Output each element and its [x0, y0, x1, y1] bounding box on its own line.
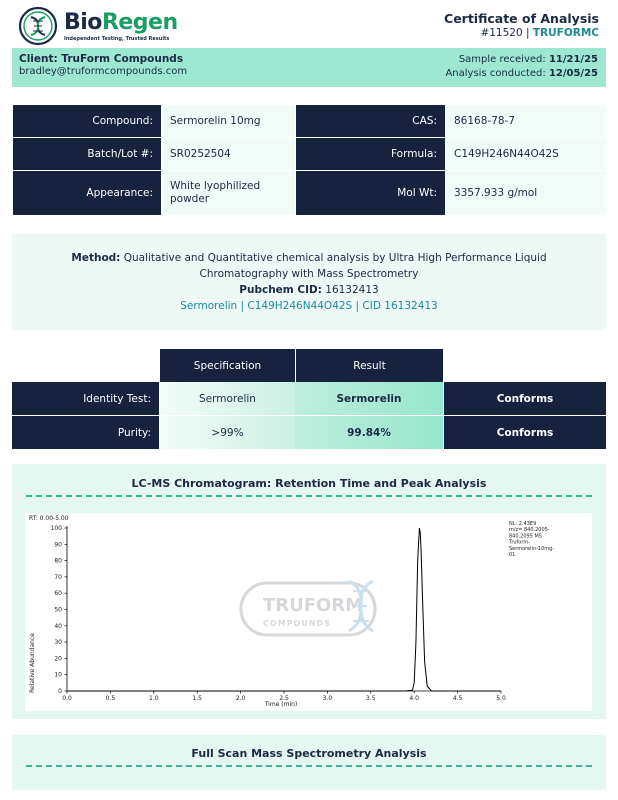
certificate-title: Certificate of Analysis — [444, 11, 599, 26]
y-tick-label: 10 — [54, 671, 62, 679]
y-axis-label: Relative Abundance — [29, 633, 36, 693]
cas-value: 86168-78-7 — [446, 105, 606, 138]
chromatogram-svg — [25, 513, 592, 711]
certificate-id: #11520 | TRUFORMC — [480, 27, 599, 39]
compound-label: Compound: — [13, 105, 162, 138]
watermark-top: TRUFORM — [262, 595, 364, 616]
peak-annotation — [508, 521, 554, 558]
x-tick-label: 3.5 — [366, 695, 376, 702]
y-tick-label: 90 — [54, 541, 62, 549]
pubchem-link[interactable]: Sermorelin | C149H246N44O42S | CID 16132413 — [180, 300, 438, 312]
full-scan-panel — [12, 735, 606, 790]
batch-value: SR0252504 — [162, 138, 296, 171]
method-box — [12, 234, 606, 330]
x-tick-label: 2.0 — [235, 695, 246, 702]
table-row — [12, 382, 606, 415]
x-tick-label: 4.0 — [409, 695, 419, 702]
identity-specification: Sermorelin — [160, 382, 295, 415]
analysis-conducted: Analysis conducted: 12/05/25 — [445, 68, 598, 79]
client-email: bradley@truformcompounds.com — [19, 66, 188, 77]
annotation-line: Truform- — [509, 539, 531, 546]
x-tick-label: 0.0 — [62, 695, 72, 702]
chromatogram-chart — [25, 513, 592, 711]
watermark-bottom: COMPOUNDS — [263, 619, 331, 628]
appearance-label: Appearance: — [13, 171, 162, 216]
identity-test-label: Identity Test: — [12, 382, 160, 415]
client-bar — [12, 48, 606, 87]
y-tick-label: 0 — [58, 688, 62, 695]
sample-received: Sample received: 11/21/25 — [458, 54, 598, 65]
annotation-line: 840.2095 MS — [509, 533, 542, 540]
x-tick-label: 3.0 — [322, 695, 333, 702]
method-text-line2: Chromatography with Mass Spectrometry — [199, 268, 419, 280]
y-tick-label: 40 — [54, 622, 62, 630]
biorregen-logo-icon — [18, 6, 58, 46]
formula-label: Formula: — [296, 138, 446, 171]
rt-label: RT: 0.00-5.00 — [29, 515, 69, 522]
purity-status: Conforms — [443, 416, 606, 449]
chromatogram-title: LC-MS Chromatogram: Retention Time and Peak Analysis — [131, 477, 487, 490]
divider — [26, 495, 592, 497]
x-tick-label: 0.5 — [105, 695, 116, 702]
y-tick-label: 80 — [54, 557, 62, 565]
result-header: Result — [295, 349, 443, 382]
batch-label: Batch/Lot #: — [13, 138, 162, 171]
divider — [26, 765, 592, 767]
x-tick-label: 1.5 — [192, 695, 202, 702]
brand-name: BioRegen — [64, 9, 178, 35]
appearance-value: White lyophilized powder — [162, 171, 296, 216]
purity-label: Purity: — [12, 416, 160, 449]
identity-status: Conforms — [443, 382, 606, 415]
table-row — [13, 105, 606, 138]
client-name: Client: TruForm Compounds — [19, 53, 184, 65]
molwt-label: Mol Wt: — [296, 171, 446, 216]
cas-label: CAS: — [296, 105, 446, 138]
y-tick-label: 30 — [54, 639, 62, 647]
annotation-line: NL: 2.43E9 — [509, 521, 537, 527]
formula-value: C149H246N44O42S — [446, 138, 606, 171]
full-scan-title: Full Scan Mass Spectrometry Analysis — [191, 747, 427, 760]
y-tick-label: 50 — [54, 606, 62, 614]
x-tick-label: 2.5 — [279, 695, 289, 702]
brand-tagline: Independent Testing, Trusted Results — [64, 35, 170, 42]
annotation-line: 01 — [509, 552, 516, 558]
identity-result: Sermorelin — [295, 382, 443, 415]
header — [0, 0, 618, 48]
method-text: Method: Qualitative and Quantitative chemical analysis by Ultra High Performance Liquid — [71, 252, 547, 264]
purity-result: 99.84% — [295, 416, 443, 449]
specification-header: Specification — [160, 349, 295, 382]
compound-value: Sermorelin 10mg — [162, 105, 296, 138]
sample-dates — [445, 53, 598, 81]
x-tick-label: 4.5 — [452, 695, 463, 702]
table-row — [13, 171, 606, 216]
table-row — [12, 416, 606, 449]
y-tick-label: 60 — [54, 590, 62, 598]
table-row — [13, 138, 606, 171]
truform-watermark — [241, 581, 375, 635]
chromatogram-panel — [12, 464, 606, 719]
pubchem-cid: Pubchem CID: 16132413 — [239, 284, 379, 296]
y-tick-label: 100 — [50, 525, 62, 532]
annotation-line: m/z= 840.2005- — [509, 527, 550, 534]
compound-info-table — [12, 104, 606, 216]
y-tick-label: 20 — [54, 655, 62, 663]
x-tick-label: 1.0 — [149, 695, 159, 702]
biorregen-logo — [18, 6, 178, 46]
molwt-value: 3357.933 g/mol — [446, 171, 606, 216]
x-tick-label: 5.0 — [496, 695, 506, 702]
x-axis-label: Time (min) — [264, 701, 298, 708]
purity-specification: >99% — [160, 416, 295, 449]
y-tick-label: 70 — [54, 573, 62, 581]
annotation-line: Sermorelin-10mg- — [509, 545, 555, 552]
